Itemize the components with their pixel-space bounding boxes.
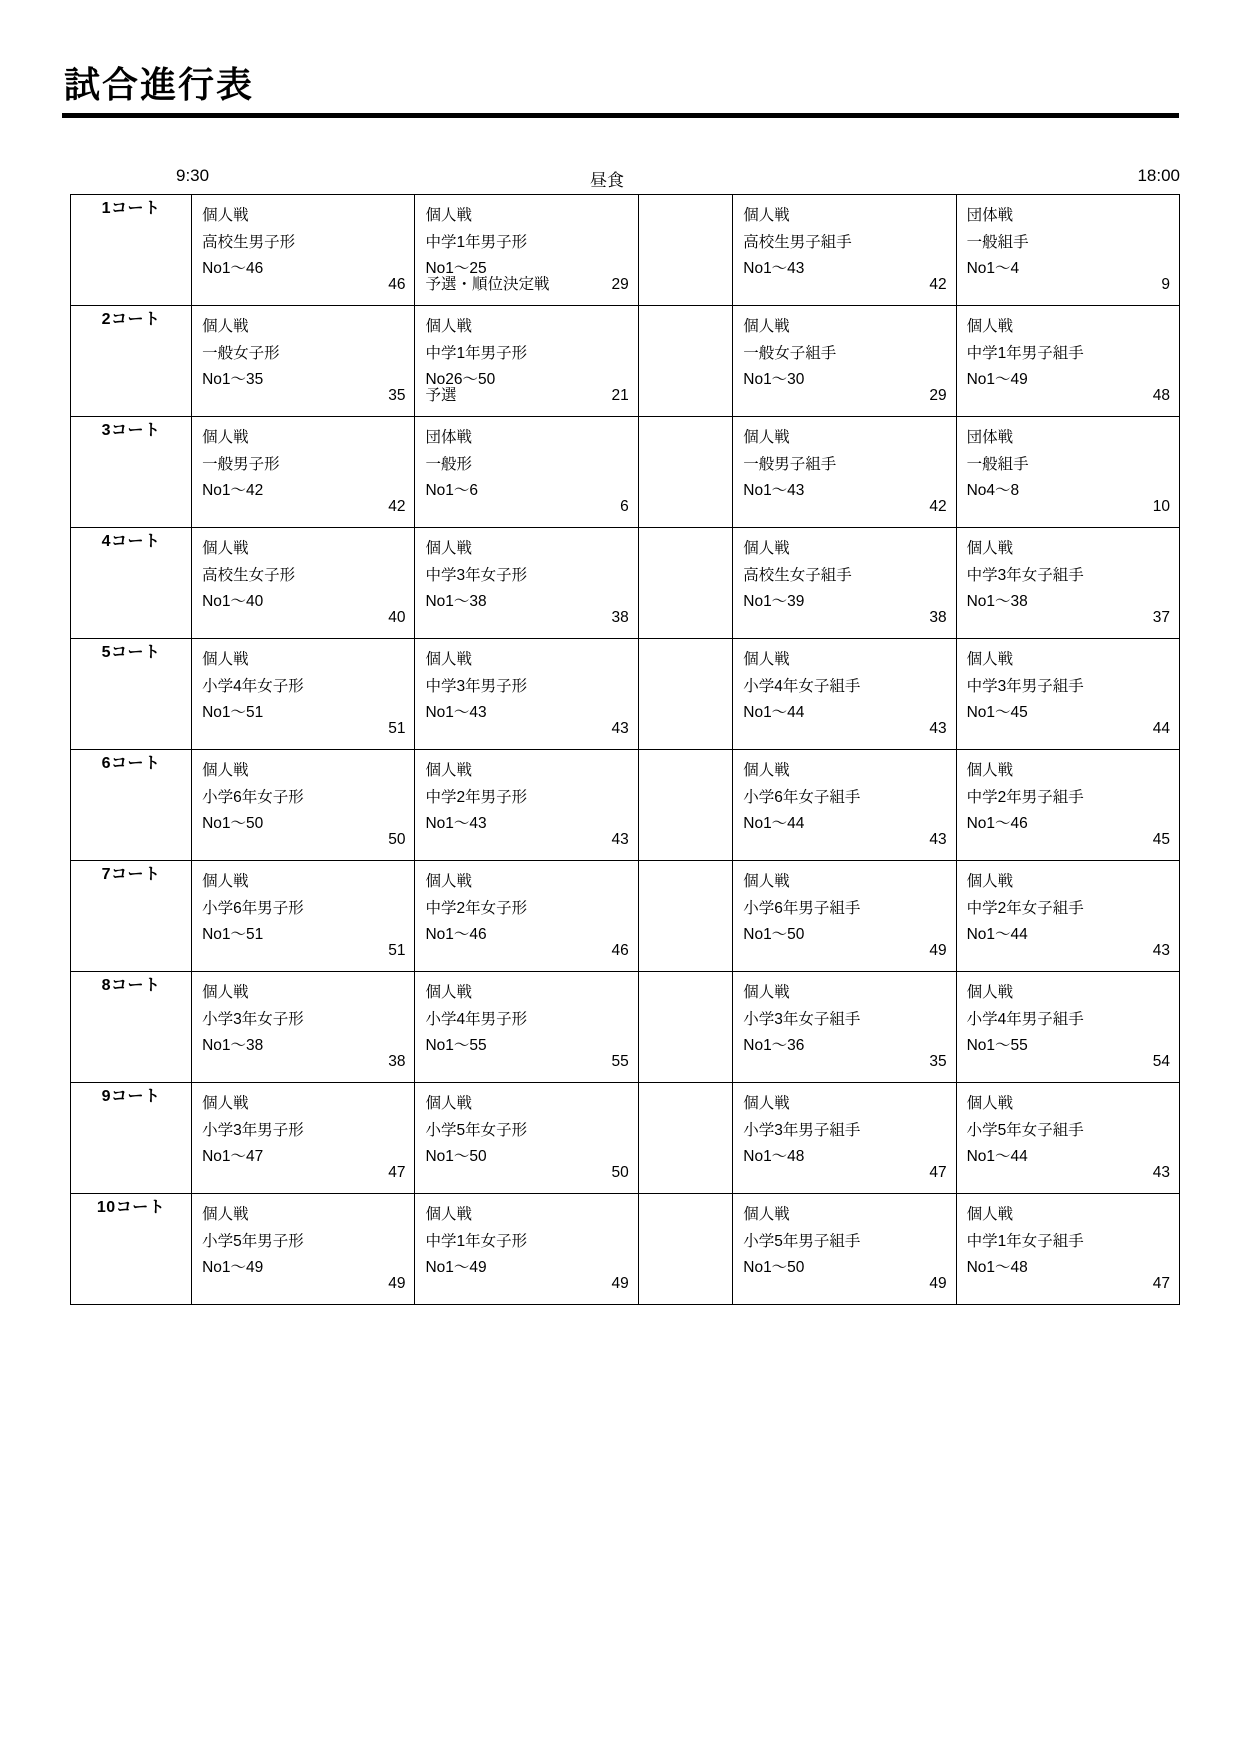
table-row	[71, 195, 1180, 306]
event-count: 29	[611, 276, 629, 294]
event-count: 46	[611, 942, 629, 960]
event-range: No1〜46	[425, 926, 487, 944]
event-category: 小学4年男子組手	[966, 1010, 1084, 1028]
schedule-cell[interactable]	[733, 972, 956, 1083]
event-range: No26〜50	[425, 371, 496, 389]
event-type: 個人戦	[743, 984, 790, 1001]
court-label: 2コート	[71, 306, 192, 417]
schedule-cell[interactable]	[415, 750, 638, 861]
event-category: 小学3年女子形	[202, 1010, 304, 1028]
event-count: 54	[1152, 1053, 1170, 1071]
schedule-cell[interactable]	[956, 750, 1179, 861]
event-count: 47	[929, 1164, 947, 1182]
event-range: No1〜46	[966, 815, 1028, 833]
event-type: 個人戦	[425, 1095, 472, 1112]
court-label: 5コート	[71, 639, 192, 750]
event-type: 個人戦	[966, 318, 1014, 335]
schedule-cell[interactable]	[415, 306, 638, 417]
event-category: 中学3年女子形	[425, 566, 528, 584]
event-range: No1〜38	[966, 593, 1028, 611]
event-count: 49	[929, 942, 947, 960]
event-category: 小学5年女子組手	[966, 1121, 1084, 1139]
court-label: 9コート	[71, 1083, 192, 1194]
lunch-break-cell	[638, 1083, 732, 1194]
event-type: 個人戦	[425, 762, 472, 779]
event-category: 小学6年男子組手	[743, 899, 861, 917]
lunch-break-cell	[638, 972, 732, 1083]
event-type: 個人戦	[425, 540, 472, 557]
event-count: 47	[388, 1164, 406, 1182]
event-type: 個人戦	[425, 1206, 472, 1223]
lunch-break-cell	[638, 750, 732, 861]
event-count: 43	[929, 831, 947, 849]
event-type: 個人戦	[425, 651, 472, 668]
timeline-header	[70, 166, 1180, 192]
event-type: 個人戦	[202, 762, 249, 779]
event-count: 37	[1152, 609, 1170, 627]
schedule-cell[interactable]	[415, 972, 638, 1083]
event-count: 45	[1152, 831, 1170, 849]
event-count: 49	[388, 1275, 406, 1293]
event-type: 団体戦	[966, 207, 1014, 224]
event-category: 中学2年男子形	[425, 788, 528, 806]
timeline-end-label: 18:00	[1137, 166, 1180, 185]
event-count: 29	[929, 387, 947, 405]
schedule-cell[interactable]	[733, 750, 956, 861]
event-type: 個人戦	[743, 873, 790, 890]
event-count: 43	[929, 720, 947, 738]
event-range: No1〜49	[425, 1259, 487, 1277]
event-type: 個人戦	[202, 1095, 249, 1112]
event-category: 小学5年女子形	[425, 1121, 528, 1139]
event-type: 個人戦	[202, 651, 249, 668]
schedule-cell[interactable]	[192, 1083, 415, 1194]
event-type: 個人戦	[966, 1095, 1014, 1112]
event-category: 中学2年女子組手	[966, 899, 1084, 917]
event-range: No1〜38	[425, 593, 487, 611]
event-range: No1〜55	[425, 1037, 487, 1055]
event-count: 46	[388, 276, 406, 294]
event-note: 予選	[425, 387, 457, 405]
event-category: 小学3年男子組手	[743, 1121, 861, 1139]
schedule-cell[interactable]	[733, 306, 956, 417]
event-category: 小学4年女子形	[202, 677, 304, 695]
schedule-cell[interactable]	[956, 417, 1179, 528]
event-category: 一般形	[425, 455, 472, 473]
lunch-break-cell	[638, 1194, 732, 1305]
event-range: No1〜50	[202, 815, 264, 833]
event-count: 50	[611, 1164, 629, 1182]
event-category: 一般女子組手	[743, 344, 837, 362]
schedule-cell[interactable]	[192, 528, 415, 639]
schedule-cell[interactable]	[192, 195, 415, 306]
event-count: 38	[929, 609, 947, 627]
schedule-cell[interactable]	[192, 306, 415, 417]
event-range: No1〜44	[743, 704, 805, 722]
schedule-cell[interactable]	[192, 972, 415, 1083]
event-count: 21	[611, 387, 629, 405]
event-range: No1〜35	[202, 371, 264, 389]
event-type: 個人戦	[966, 762, 1014, 779]
title-divider	[62, 113, 1179, 118]
schedule-cell[interactable]	[415, 1194, 638, 1305]
schedule-cell[interactable]	[415, 195, 638, 306]
event-count: 43	[1152, 942, 1170, 960]
event-count: 42	[929, 276, 947, 294]
event-category: 小学6年男子形	[202, 899, 304, 917]
schedule-cell[interactable]	[956, 972, 1179, 1083]
event-note: 予選・順位決定戦	[425, 276, 550, 294]
event-type: 個人戦	[202, 207, 249, 224]
schedule-cell[interactable]	[415, 639, 638, 750]
event-type: 個人戦	[743, 318, 790, 335]
event-category: 中学1年男子組手	[966, 344, 1084, 362]
schedule-cell[interactable]	[192, 861, 415, 972]
schedule-cell[interactable]	[733, 861, 956, 972]
event-count: 42	[388, 498, 406, 516]
event-count: 51	[388, 942, 406, 960]
event-category: 小学4年女子組手	[743, 677, 861, 695]
event-range: No1〜49	[202, 1259, 264, 1277]
event-type: 個人戦	[966, 540, 1014, 557]
event-category: 高校生女子形	[202, 566, 296, 584]
event-range: No1〜38	[202, 1037, 264, 1055]
event-range: No1〜50	[743, 1259, 805, 1277]
event-count: 42	[929, 498, 947, 516]
event-type: 個人戦	[743, 1206, 790, 1223]
event-type: 個人戦	[743, 762, 790, 779]
schedule-cell[interactable]	[192, 417, 415, 528]
table-row	[71, 639, 1180, 750]
event-category: 中学1年女子組手	[966, 1232, 1084, 1250]
event-type: 個人戦	[425, 318, 472, 335]
event-range: No1〜44	[743, 815, 805, 833]
event-range: No1〜55	[966, 1037, 1028, 1055]
lunch-break-cell	[638, 861, 732, 972]
schedule-cell[interactable]	[192, 1194, 415, 1305]
schedule-cell[interactable]	[956, 306, 1179, 417]
schedule-cell[interactable]	[733, 1083, 956, 1194]
event-category: 中学3年女子組手	[966, 566, 1084, 584]
table-row	[71, 306, 1180, 417]
event-type: 個人戦	[202, 984, 249, 1001]
lunch-break-cell	[638, 528, 732, 639]
event-type: 個人戦	[743, 429, 790, 446]
event-range: No1〜47	[202, 1148, 264, 1166]
event-type: 個人戦	[966, 651, 1014, 668]
event-type: 個人戦	[202, 540, 249, 557]
event-count: 50	[388, 831, 406, 849]
event-range: No4〜8	[966, 482, 1020, 500]
schedule-cell[interactable]	[415, 417, 638, 528]
lunch-break-cell	[638, 195, 732, 306]
event-count: 55	[611, 1053, 629, 1071]
schedule-cell[interactable]	[956, 528, 1179, 639]
event-category: 中学1年男子形	[425, 344, 528, 362]
event-range: No1〜51	[202, 704, 264, 722]
event-range: No1〜36	[743, 1037, 805, 1055]
event-type: 個人戦	[966, 873, 1014, 890]
event-category: 中学2年女子形	[425, 899, 528, 917]
event-category: 小学5年男子組手	[743, 1232, 861, 1250]
event-category: 中学3年男子形	[425, 677, 528, 695]
event-range: No1〜48	[743, 1148, 805, 1166]
event-category: 中学1年女子形	[425, 1232, 528, 1250]
table-row	[71, 972, 1180, 1083]
event-range: No1〜43	[743, 482, 805, 500]
table-row	[71, 750, 1180, 861]
event-type: 個人戦	[425, 207, 472, 224]
schedule-table	[70, 194, 1180, 1305]
event-count: 48	[1152, 387, 1170, 405]
event-type: 団体戦	[425, 429, 472, 446]
event-range: No1〜40	[202, 593, 264, 611]
event-range: No1〜44	[966, 926, 1028, 944]
event-count: 43	[611, 831, 629, 849]
event-range: No1〜25	[425, 260, 487, 278]
event-category: 高校生男子形	[202, 233, 296, 251]
event-count: 9	[1161, 276, 1170, 294]
event-category: 中学2年男子組手	[966, 788, 1084, 806]
court-label: 3コート	[71, 417, 192, 528]
event-range: No1〜48	[966, 1259, 1028, 1277]
title-block	[62, 62, 1179, 118]
event-category: 一般組手	[966, 455, 1029, 473]
event-count: 43	[611, 720, 629, 738]
table-row	[71, 1194, 1180, 1305]
event-count: 49	[611, 1275, 629, 1293]
event-category: 小学6年女子形	[202, 788, 304, 806]
event-type: 個人戦	[202, 873, 249, 890]
event-type: 個人戦	[966, 1206, 1014, 1223]
event-count: 10	[1152, 498, 1170, 516]
event-count: 38	[611, 609, 629, 627]
schedule-cell[interactable]	[733, 528, 956, 639]
event-type: 個人戦	[743, 1095, 790, 1112]
schedule-cell[interactable]	[192, 639, 415, 750]
lunch-break-cell	[638, 639, 732, 750]
schedule-cell[interactable]	[733, 639, 956, 750]
timeline-lunch-label: 昼食	[590, 171, 624, 190]
table-row	[71, 1083, 1180, 1194]
event-category: 一般組手	[966, 233, 1029, 251]
table-row	[71, 528, 1180, 639]
event-count: 6	[620, 498, 629, 516]
event-range: No1〜43	[743, 260, 805, 278]
schedule-cell[interactable]	[956, 1194, 1179, 1305]
timeline-start-label: 9:30	[176, 166, 210, 185]
event-range: No1〜50	[743, 926, 805, 944]
event-category: 小学3年男子形	[202, 1121, 304, 1139]
event-range: No1〜4	[966, 260, 1020, 278]
event-category: 高校生男子組手	[743, 233, 852, 251]
event-range: No1〜43	[425, 815, 487, 833]
lunch-break-cell	[638, 417, 732, 528]
event-type: 個人戦	[425, 984, 472, 1001]
event-count: 43	[1152, 1164, 1170, 1182]
event-category: 一般男子形	[202, 455, 280, 473]
event-range: No1〜42	[202, 482, 264, 500]
court-label: 4コート	[71, 528, 192, 639]
court-label: 6コート	[71, 750, 192, 861]
event-range: No1〜43	[425, 704, 487, 722]
event-range: No1〜44	[966, 1148, 1028, 1166]
event-type: 個人戦	[202, 429, 249, 446]
event-type: 個人戦	[202, 318, 249, 335]
event-category: 小学5年男子形	[202, 1232, 304, 1250]
event-type: 団体戦	[966, 429, 1014, 446]
event-category: 一般女子形	[202, 344, 280, 362]
schedule-table-body	[71, 195, 1180, 1305]
event-range: No1〜46	[202, 260, 264, 278]
schedule-cell[interactable]	[956, 195, 1179, 306]
court-label: 8コート	[71, 972, 192, 1083]
lunch-break-cell	[638, 306, 732, 417]
event-count: 40	[388, 609, 406, 627]
schedule-cell[interactable]	[956, 861, 1179, 972]
schedule-cell[interactable]	[733, 195, 956, 306]
event-type: 個人戦	[743, 207, 790, 224]
schedule-cell[interactable]	[192, 750, 415, 861]
schedule-cell[interactable]	[415, 861, 638, 972]
court-label: 10コート	[71, 1194, 192, 1305]
event-range: No1〜30	[743, 371, 805, 389]
event-count: 47	[1152, 1275, 1170, 1293]
event-category: 小学6年女子組手	[743, 788, 861, 806]
court-label: 7コート	[71, 861, 192, 972]
event-category: 一般男子組手	[743, 455, 837, 473]
table-row	[71, 417, 1180, 528]
event-range: No1〜39	[743, 593, 805, 611]
event-type: 個人戦	[743, 651, 790, 668]
event-type: 個人戦	[966, 984, 1014, 1001]
event-count: 38	[388, 1053, 406, 1071]
schedule-cell[interactable]	[733, 1194, 956, 1305]
event-range: No1〜50	[425, 1148, 487, 1166]
table-row	[71, 861, 1180, 972]
page-title: 試合進行表	[64, 64, 255, 105]
schedule-cell[interactable]	[415, 528, 638, 639]
event-category: 中学1年男子形	[425, 233, 528, 251]
event-category: 小学4年男子形	[425, 1010, 528, 1028]
schedule-cell[interactable]	[956, 1083, 1179, 1194]
event-range: No1〜45	[966, 704, 1028, 722]
event-type: 個人戦	[202, 1206, 249, 1223]
event-range: No1〜51	[202, 926, 264, 944]
event-category: 高校生女子組手	[743, 566, 852, 584]
event-category: 小学3年女子組手	[743, 1010, 861, 1028]
schedule-cell[interactable]	[956, 639, 1179, 750]
event-range: No1〜6	[425, 482, 479, 500]
event-count: 49	[929, 1275, 947, 1293]
event-count: 51	[388, 720, 406, 738]
court-label: 1コート	[71, 195, 192, 306]
event-type: 個人戦	[425, 873, 472, 890]
schedule-cell[interactable]	[733, 417, 956, 528]
event-type: 個人戦	[743, 540, 790, 557]
event-range: No1〜49	[966, 371, 1028, 389]
schedule-cell[interactable]	[415, 1083, 638, 1194]
event-count: 44	[1152, 720, 1170, 738]
event-count: 35	[388, 387, 406, 405]
event-category: 中学3年男子組手	[966, 677, 1084, 695]
event-count: 35	[929, 1053, 947, 1071]
